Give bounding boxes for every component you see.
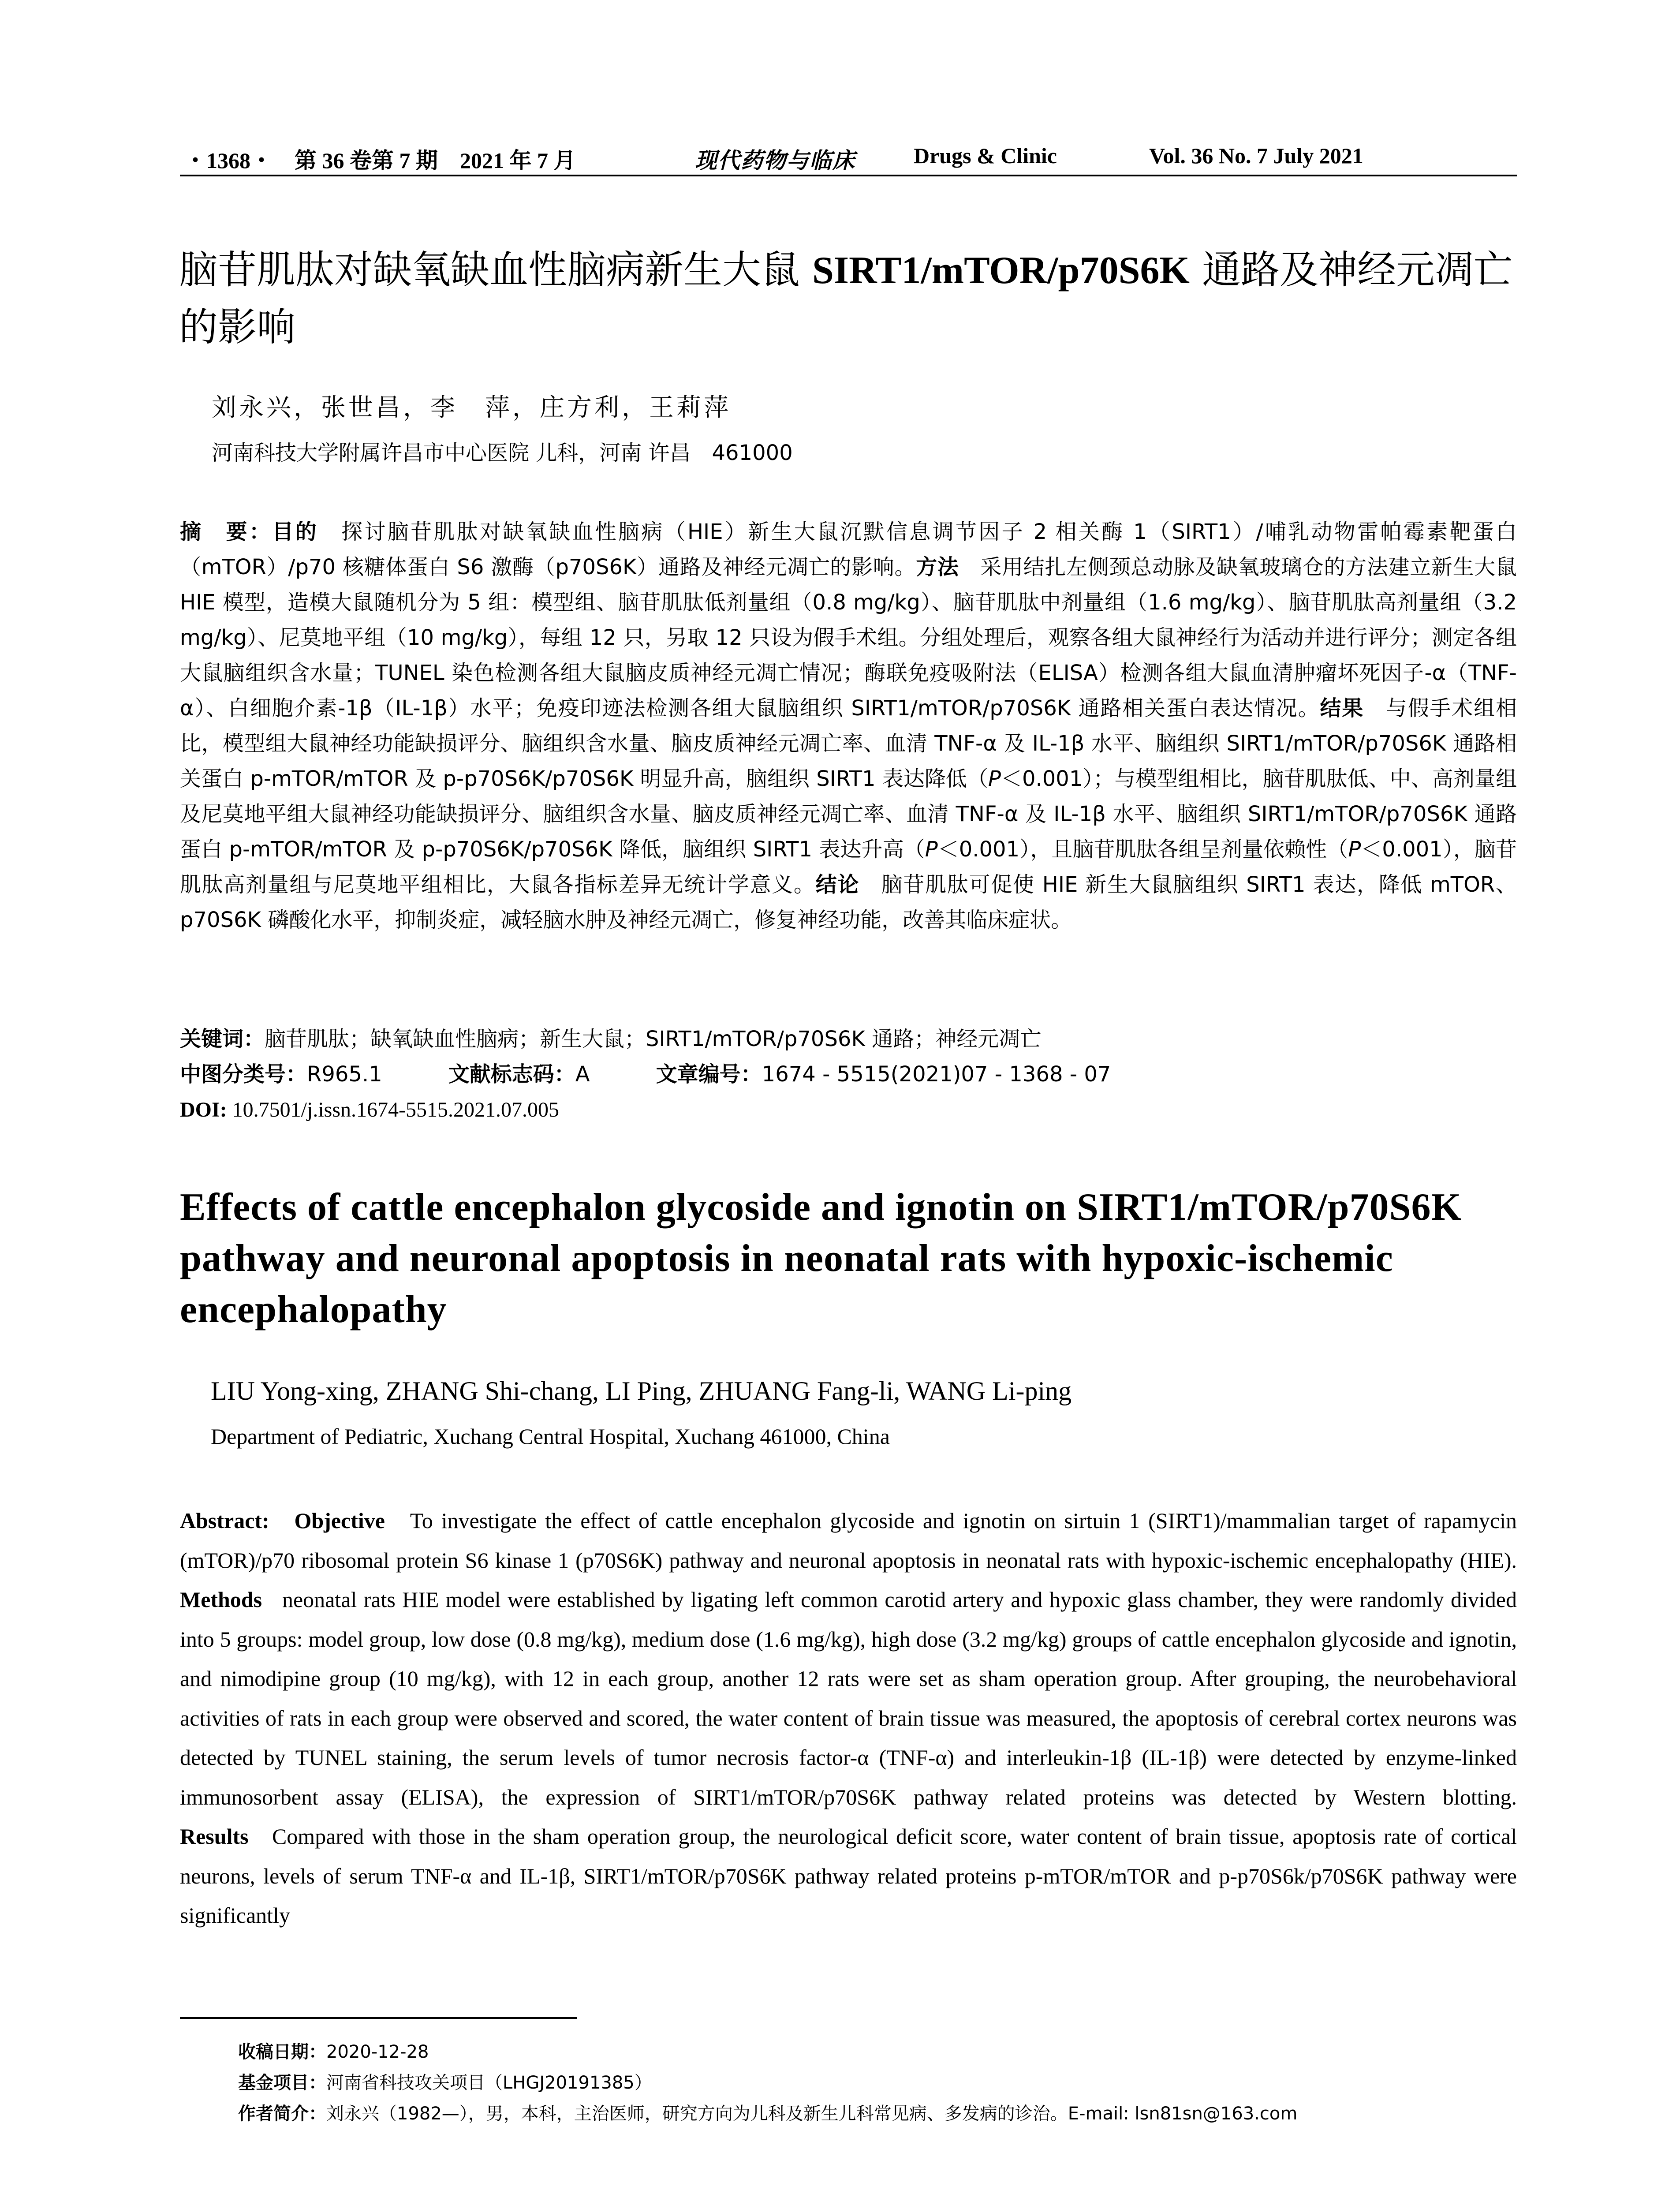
fund-value: 河南省科技攻关项目（LHGJ20191385） (326, 2073, 652, 2093)
results-en-label: Results (180, 1824, 249, 1849)
doi-value: 10.7501/j.issn.1674-5515.2021.07.005 (227, 1098, 560, 1121)
objective-label: 目的 (272, 519, 318, 544)
clc-value: R965.1 (307, 1062, 382, 1087)
affiliation-cn: 河南科技大学附属许昌市中心医院 儿科，河南 许昌 461000 (212, 441, 793, 465)
conclusion-label: 结论 (815, 872, 860, 897)
results-text: ＜0.001），脑苷肌肽高剂量组与尼莫地平组相比，大鼠各指标差异无统计学意义。 (180, 837, 1517, 897)
p-symbol: P (1348, 837, 1361, 862)
abstract-en-label: Abstract: (180, 1508, 269, 1533)
methods-text: 采用结扎左侧颈总动脉及缺氧玻璃仓的方法建立新生大鼠 HIE 模型，造模大鼠随机分为 5 组：模型组、脑苷肌肽低剂量组（0.8 mg/kg）、脑苷肌肽中剂量组（1.6 mg/kg）、脑苷肌肽高剂量组（3.2 mg/kg）、尼莫地平组（10 mg/kg），每组 12 只，另取 12 只设为假手术组。分组处理后，观察各组大鼠神经行为活动并进行评分；测定各组大鼠脑组织含水量；TUNEL 染色检测各组大鼠脑皮质神经元凋亡情况；酶联免疫吸附法（ELISA）检测各组大鼠血清肿瘤坏死因子-α（TNF-α）、白细胞介素-1β（IL-1β）水平；免疫印迹法检测各组大鼠脑组织 SIRT1/mTOR/p70S6K 通路相关蛋白表达情况。 (180, 555, 1517, 721)
objective-en-text: To investigate the effect of cattle encephalon glycoside and ignotin on sirtuin 1 (SIRT1)/mammalian target of rapamycin (mTOR)/p70 ribosomal protein S6 kinase 1 (p70S6K) pathway and neuronal apoptosis in neonatal rats with hypoxic-ischemic encephalopathy (HIE). (180, 1508, 1517, 1573)
clc-label: 中图分类号： (180, 1062, 307, 1087)
conclusion-text: 脑苷肌肽可促使 HIE 新生大鼠脑组织 SIRT1 表达，降低 mTOR、p70S6K 磷酸化水平，抑制炎症，减轻脑水肿及神经元凋亡，修复神经功能，改善其临床症状。 (180, 872, 1517, 932)
fund-label: 基金项目： (238, 2073, 326, 2093)
methods-label: 方法 (916, 555, 959, 579)
article-number-label: 文章编号： (656, 1062, 762, 1087)
keywords-cn (180, 1021, 1517, 1057)
results-en-text: Compared with those in the sham operation group, the neurological deficit score, water content of brain tissue, apoptosis rate of cortical neurons, levels of serum TNF-α and IL-1β, SIRT1/mTOR/p70S6K pathway related proteins p-mTOR/mTOR and p-p70S6k/p70S6K pathway were significantly (180, 1824, 1517, 1928)
abstract-label: 摘 要： (180, 519, 273, 544)
keywords-text: 脑苷肌肽；缺氧缺血性脑病；新生大鼠；SIRT1/mTOR/p70S6K 通路；神经元凋亡 (265, 1027, 1042, 1051)
issue-info-en: Vol. 36 No. 7 July 2021 (1149, 143, 1363, 168)
results-text: 与假手术组相比，模型组大鼠神经功能缺损评分、脑组织含水量、脑皮质神经元凋亡率、血清 TNF-α 及 IL-1β 水平、脑组织 SIRT1/mTOR/p70S6K 通路相关蛋白 p-mTOR/mTOR 及 p-p70S6K/p70S6K 明显升高，脑组织 SIRT1 表达降低（ (180, 696, 1517, 791)
doi-label: DOI: (180, 1098, 227, 1121)
doc-code-value: A (575, 1062, 590, 1087)
objective-en-label: Objective (294, 1508, 385, 1533)
methods-en-label: Methods (180, 1587, 262, 1612)
classification-line (180, 1057, 1517, 1092)
results-label: 结果 (1320, 696, 1364, 721)
p-symbol: P (988, 766, 1001, 791)
authors-en: LIU Yong-xing, ZHANG Shi-chang, LI Ping, ZHUANG Fang-li, WANG Li-ping (211, 1376, 1072, 1405)
issue-info-cn: 第 36 卷第 7 期 2021 年 7 月 (295, 148, 576, 173)
running-header (180, 139, 1517, 176)
abstract-cn (180, 514, 1517, 938)
title-cn-pathway: SIRT1/mTOR/p70S6K (812, 249, 1190, 292)
methods-en-text: neonatal rats HIE model were established by ligating left common carotid artery and hypoxic glass chamber, they were randomly divided into 5 groups: model group, low dose (0.8 mg/kg), medium dose (1.6 mg/kg), high dose (3.2 mg/kg) groups of cattle encephalon glycoside and ignotin, and nimodipine group (10 mg/kg), with 12 in each group, another 12 rats were set as sham operation group. After grouping, the neurobehavioral activities of rats in each group were observed and scored, the water content of brain tissue was measured, the apoptosis of cerebral cortex neurons was detected by TUNEL staining, the serum levels of tumor necrosis factor-α (TNF-α) and interleukin-1β (IL-1β) were detected by enzyme-linked immunosorbent assay (ELISA), the expression of SIRT1/mTOR/p70S6K pathway related proteins was detected by Western blotting. (180, 1587, 1517, 1809)
article-title-cn (179, 242, 1519, 355)
author-bio (238, 2098, 1517, 2129)
title-cn-part: 通路及神经元凋亡的影响 (179, 247, 1512, 350)
doi-line (180, 1092, 1517, 1128)
journal-name-en: Drugs & Clinic (914, 143, 1057, 168)
bio-label: 作者简介： (238, 2104, 326, 2124)
doc-code-label: 文献标志码： (448, 1062, 575, 1087)
page-number: ・1368・ (184, 148, 273, 173)
abstract-en (180, 1501, 1517, 1936)
results-text: ＜0.001）；与模型组相比，脑苷肌肽低、中、高剂量组及尼莫地平组大鼠神经功能缺损评分、脑组织含水量、脑皮质神经元凋亡率、血清 TNF-α 及 IL-1β 水平、脑组织 SIRT1/mTOR/p70S6K 通路蛋白 p-mTOR/mTOR 及 p-p70S6K/p70S6K 降低，脑组织 SIRT1 表达升高（ (180, 766, 1517, 862)
journal-name-cn: 现代药物与临床 (695, 148, 855, 173)
objective-text: 探讨脑苷肌肽对缺氧缺血性脑病（HIE）新生大鼠沉默信息调节因子 2 相关酶 1（SIRT1）/哺乳动物雷帕霉素靶蛋白（mTOR）/p70 核糖体蛋白 S6 激酶（p70S6K）通路及神经元凋亡的影响。 (180, 519, 1517, 579)
title-cn-part: 脑苷肌肽对缺氧缺血性脑病新生大鼠 (179, 247, 812, 292)
authors-cn: 刘永兴，张世昌，李 萍，庄方利，王莉萍 (212, 393, 731, 422)
p-symbol: P (925, 837, 938, 862)
footnotes (238, 2037, 1517, 2129)
received-value: 2020-12-28 (326, 2042, 429, 2062)
received-label: 收稿日期： (238, 2042, 326, 2062)
fund-info (238, 2067, 1517, 2098)
article-number-value: 1674 - 5515(2021)07 - 1368 - 07 (762, 1062, 1111, 1087)
footnote-divider (180, 2017, 577, 2019)
received-date (238, 2037, 1517, 2067)
article-title-en: Effects of cattle encephalon glycoside and ignotin on SIRT1/mTOR/p70S6K pathway and neuronal apoptosis in neonatal rats with hypoxic-ischemic encephalopathy (180, 1186, 1462, 1331)
affiliation-en: Department of Pediatric, Xuchang Central Hospital, Xuchang 461000, China (211, 1424, 890, 1449)
keywords-label: 关键词： (180, 1027, 265, 1051)
bio-value: 刘永兴（1982—），男，本科，主治医师，研究方向为儿科及新生儿科常见病、多发病的诊治。E-mail: lsn81sn@163.com (326, 2104, 1298, 2124)
results-text: ＜0.001），且脑苷肌肽各组呈剂量依赖性（ (937, 837, 1348, 862)
keywords-block (180, 1021, 1517, 1128)
